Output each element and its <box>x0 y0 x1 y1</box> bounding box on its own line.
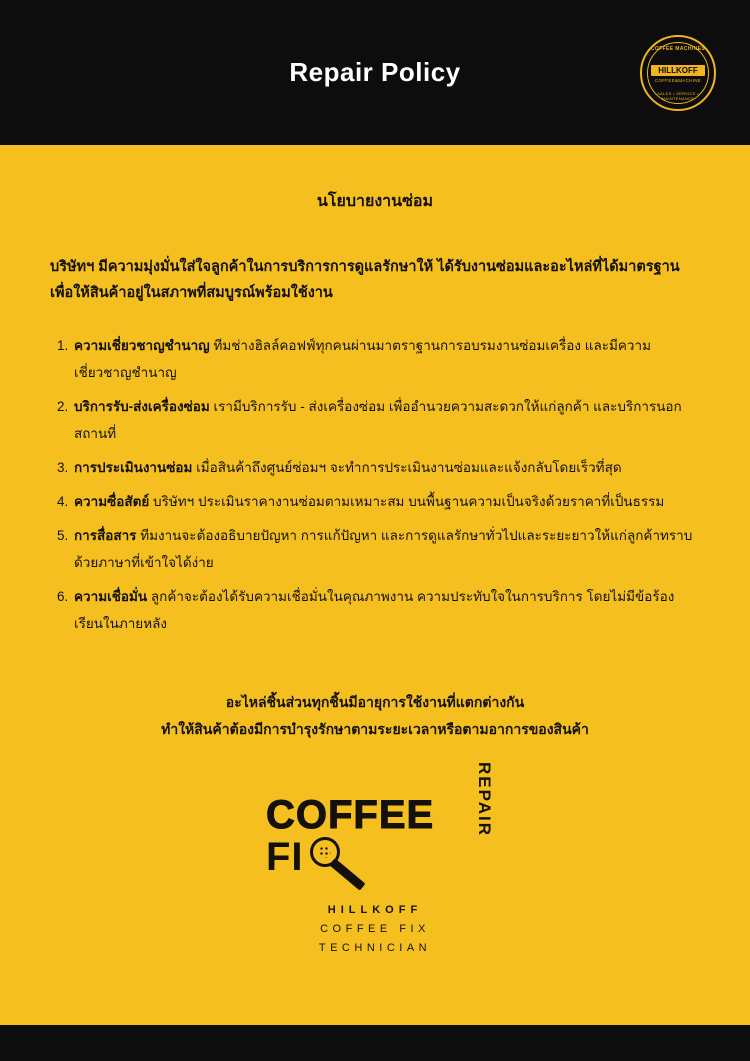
list-item <box>72 332 700 386</box>
list-item-text: เมื่อสินค้าถึงศูนย์ซ่อมฯ จะทำการประเมินงานซ่อมและแจ้งกลับโดยเร็วที่สุด <box>196 460 622 475</box>
list-item <box>72 488 700 515</box>
coffee-fix-logo <box>260 762 494 955</box>
policy-list <box>50 332 700 637</box>
list-item-text: ลูกค้าจะต้องได้รับความเชื่อมั่นในคุณภาพงาน ความประทับใจในการบริการ โดยไม่มีข้อร้องเรียนในภายหลัง <box>74 589 675 631</box>
policy-footnote <box>50 689 700 743</box>
list-item-text: ทีมงานจะต้องอธิบายปัญหา การแก้ปัญหา และการดูแลรักษาทั่วไปและระยะยาวให้แก่ลูกค้าทราบ ด้วยภาษาที่เข้าใจได้ง่าย <box>74 528 693 570</box>
policy-heading: นโยบายงานซ่อม <box>316 193 434 210</box>
logo-subtitles <box>260 901 490 958</box>
footnote-line-1: อะไหล่ชิ้นส่วนทุกชิ้นมีอายุการใช้งานที่แตกต่างกัน <box>225 694 525 710</box>
logo-sub-hillkoff: HILLKOFF <box>327 904 423 916</box>
list-item-lead: ความเชี่ยวชาญชำนาญ <box>74 338 210 353</box>
list-item-lead: ความซื่อสัตย์ <box>74 494 150 509</box>
list-item-text: บริษัทฯ ประเมินราคางานซ่อมตามเหมาะสม บนพื้นฐานความเป็นจริงด้วยราคาที่เป็นธรรม <box>153 494 665 509</box>
hillkoff-seal-logo <box>640 35 716 111</box>
footnote-line-2: ทำให้สินค้าต้องมีการบำรุงรักษาตามระยะเวลาหรือตามอาการของสินค้า <box>161 721 589 737</box>
portafilter-handle-icon <box>329 858 365 891</box>
seal-brand-primary: HILLKOFF <box>651 65 705 76</box>
page-header <box>0 0 750 145</box>
logo-sub-technician: TECHNICIAN <box>318 942 432 954</box>
list-item-lead: ความเชื่อมั่น <box>74 589 148 604</box>
list-item <box>72 454 700 481</box>
logo-word-repair: REPAIR <box>475 762 494 837</box>
seal-top-text: COFFEE MACHINES <box>650 46 706 52</box>
list-item <box>72 522 700 576</box>
list-item-lead: การประเมินงานซ่อม <box>74 460 193 475</box>
portafilter-icon <box>308 835 394 887</box>
list-item-text: ทีมช่างฮิลล์คอฟฟ์ทุกคนผ่านมาตราฐานการอบรมงานซ่อมเครื่อง และมีความเชี่ยวชาญชำนาญ <box>74 338 651 380</box>
list-item <box>72 583 700 637</box>
list-item-lead: บริการรับ-ส่งเครื่องซ่อม <box>74 399 210 414</box>
seal-bottom-text: SALES • SERVICE • MAINTENANCE <box>657 91 699 101</box>
logo-sub-coffee-fix: COFFEE FIX <box>320 923 430 935</box>
list-item-lead: การสื่อสาร <box>74 528 137 543</box>
policy-content <box>0 145 750 1025</box>
logo-word-coffee: COFFEE <box>266 793 435 837</box>
logo-word-fi: FI <box>266 835 304 879</box>
list-item <box>72 393 700 447</box>
page-title: Repair Policy <box>289 57 461 87</box>
list-item-text: เรามีบริการรับ - ส่งเครื่องซ่อม เพื่ออำนวยความสะดวกให้แก่ลูกค้า และบริการนอกสถานที่ <box>74 399 682 441</box>
policy-intro: บริษัทฯ มีความมุ่งมั่นใส่ใจลูกค้าในการบริการการดูแลรักษาให้ ได้รับงานซ่อมและอะไหล่ที่ได้มาตรฐานเพื่อให้สินค้าอยู่ในสภาพที่สมบูรณ์พร้อมใช้งาน <box>50 259 680 301</box>
seal-brand-sub: COFFEE&MACHINE <box>654 77 702 83</box>
